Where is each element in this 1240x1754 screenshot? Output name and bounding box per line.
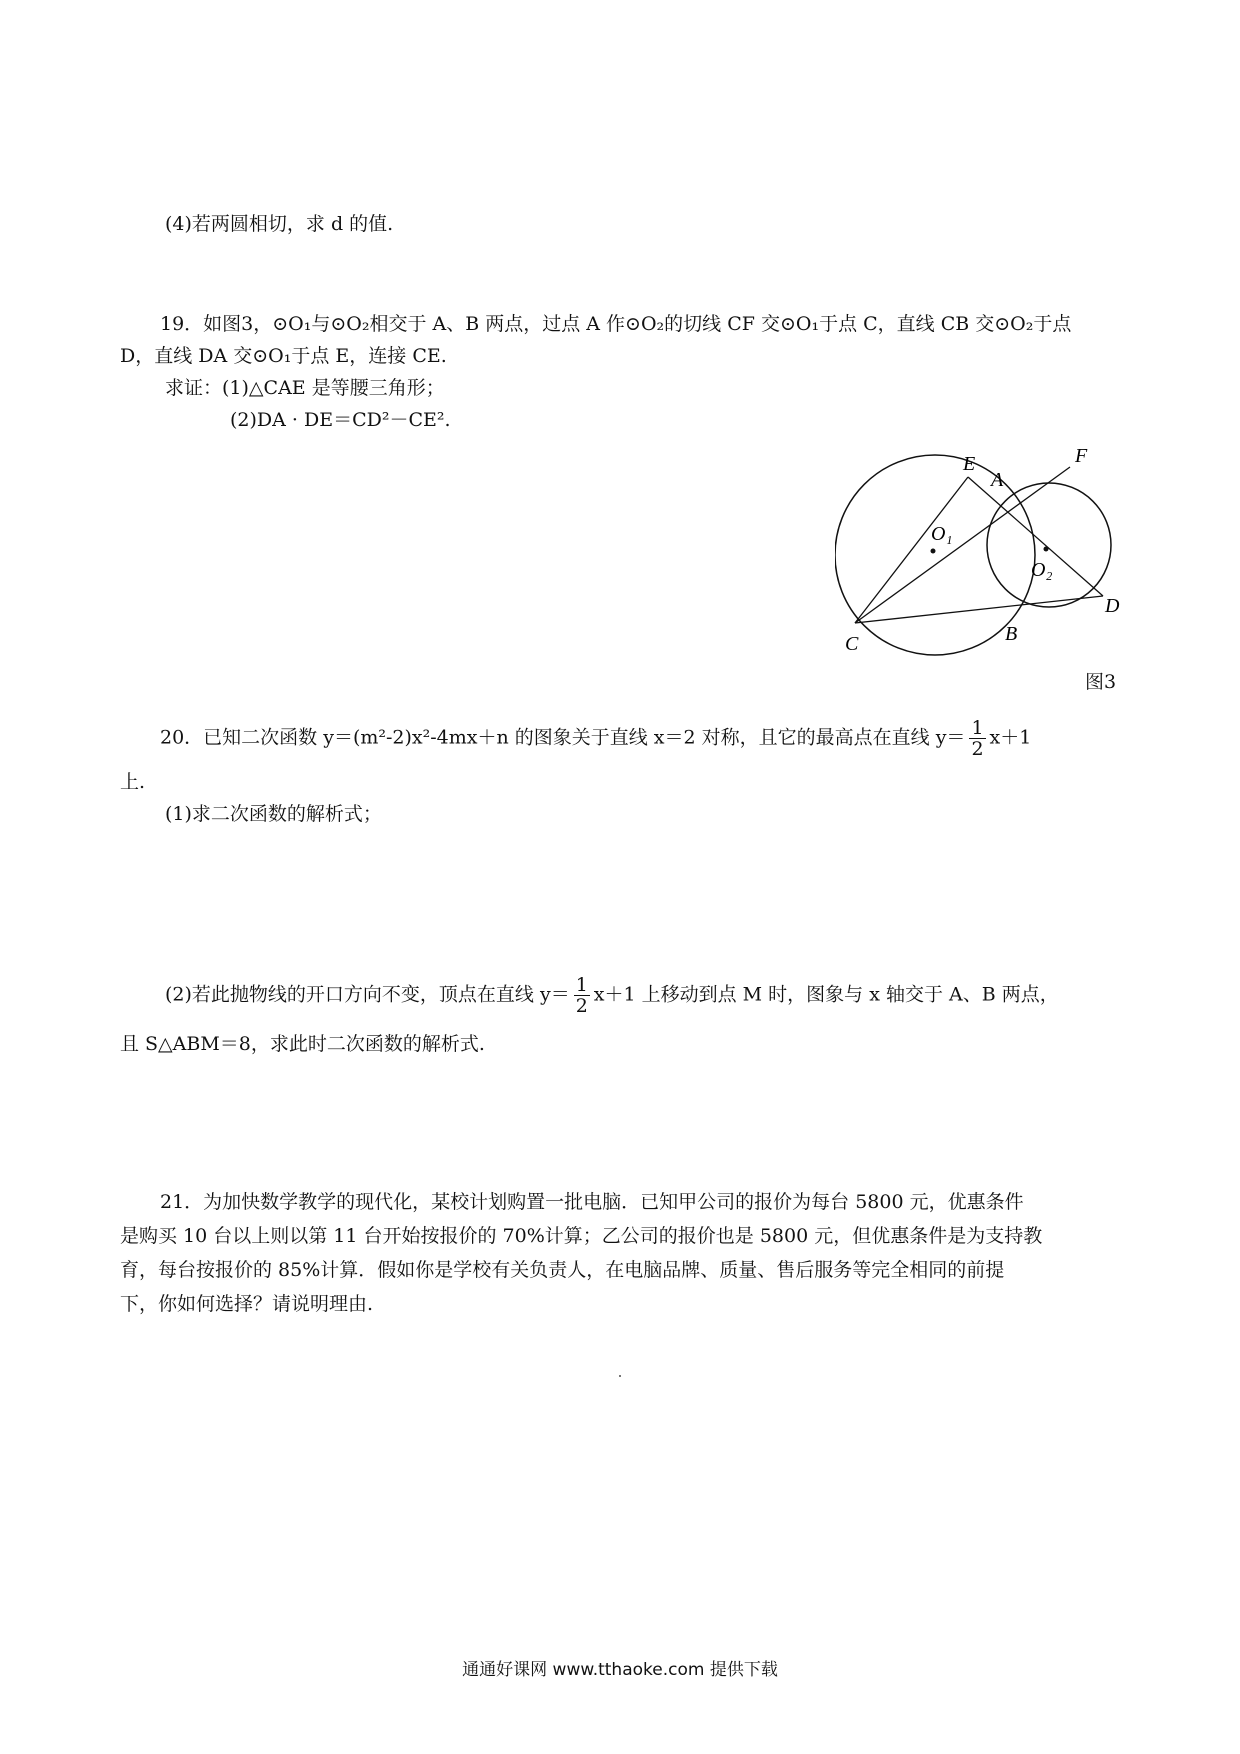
- q21-line2: 是购买 10 台以上则以第 11 台开始按报价的 70%计算；乙公司的报价也是 5800 元，但优惠条件是为支持教: [120, 1225, 1043, 1247]
- q19-prove2: (2)DA · DE＝CD²－CE².: [230, 409, 451, 431]
- label-c: C: [845, 633, 859, 655]
- label-e: E: [963, 453, 976, 475]
- q20-part2-text-a: (2)若此抛物线的开口方向不变，顶点在直线 y＝: [165, 983, 570, 1006]
- center-o1-dot: [931, 549, 936, 554]
- label-b: B: [1005, 623, 1018, 645]
- q20-part2-text-b: x＋1 上移动到点 M 时，图象与 x 轴交于 A、B 两点，: [593, 983, 1059, 1006]
- center-o2-dot: [1044, 547, 1049, 552]
- q20-line1: [160, 718, 1031, 759]
- label-a: A: [991, 469, 1004, 491]
- q20-line1-text-a: 20．已知二次函数 y＝(m²-2)x²-4mx＋n 的图象关于直线 x＝2 对称，且它的最高点在直线 y＝: [160, 726, 966, 749]
- q20-part2-line1: [165, 975, 1059, 1016]
- q20-line1-text-b: x＋1: [989, 726, 1032, 749]
- fraction-denominator: 2: [971, 738, 984, 760]
- figure-3-diagram: [835, 440, 1135, 660]
- q21-line4: 下，你如何选择？请说明理由.: [120, 1293, 374, 1315]
- q19-prove1: 求证：(1)△CAE 是等腰三角形；: [165, 377, 445, 399]
- q18-part4: (4)若两圆相切，求 d 的值.: [165, 213, 394, 235]
- line-ce: [855, 477, 968, 623]
- q20-part1: (1)求二次函数的解析式；: [165, 803, 382, 825]
- line-cf: [855, 467, 1070, 623]
- q20-line2: 上.: [120, 771, 146, 793]
- label-d: D: [1105, 595, 1120, 617]
- scan-speck: [619, 1375, 621, 1377]
- q19-line1: 19．如图3，⊙O₁与⊙O₂相交于 A、B 两点，过点 A 作⊙O₂的切线 CF 交⊙O₁于点 C，直线 CB 交⊙O₂于点: [160, 313, 1072, 335]
- label-o1: O₁: [931, 523, 953, 545]
- circle-o2: [987, 483, 1111, 607]
- fraction-numerator: 1: [575, 974, 588, 996]
- label-f: F: [1075, 445, 1088, 467]
- q21-line3: 育，每台按报价的 85%计算．假如你是学校有关负责人，在电脑品牌、质量、售后服务等完全相同的前提: [120, 1259, 1005, 1281]
- fraction-one-half: [969, 718, 985, 759]
- fraction-numerator: 1: [971, 717, 984, 739]
- q19-line2: D，直线 DA 交⊙O₁于点 E，连接 CE.: [120, 345, 447, 367]
- figure-3-caption: 图3: [1085, 671, 1117, 693]
- q21-line1: 21．为加快数学教学的现代化，某校计划购置一批电脑．已知甲公司的报价为每台 5800 元，优惠条件: [160, 1191, 1024, 1213]
- q20-part2-line2: 且 S△ABM＝8，求此时二次函数的解析式.: [120, 1033, 485, 1055]
- line-cd: [855, 596, 1103, 623]
- label-o2: O₂: [1031, 559, 1053, 581]
- fraction-one-half-2: [574, 975, 590, 1016]
- fraction-denominator: 2: [575, 995, 588, 1017]
- page-footer: 通通好课网 www.tthaoke.com 提供下载: [462, 1660, 778, 1680]
